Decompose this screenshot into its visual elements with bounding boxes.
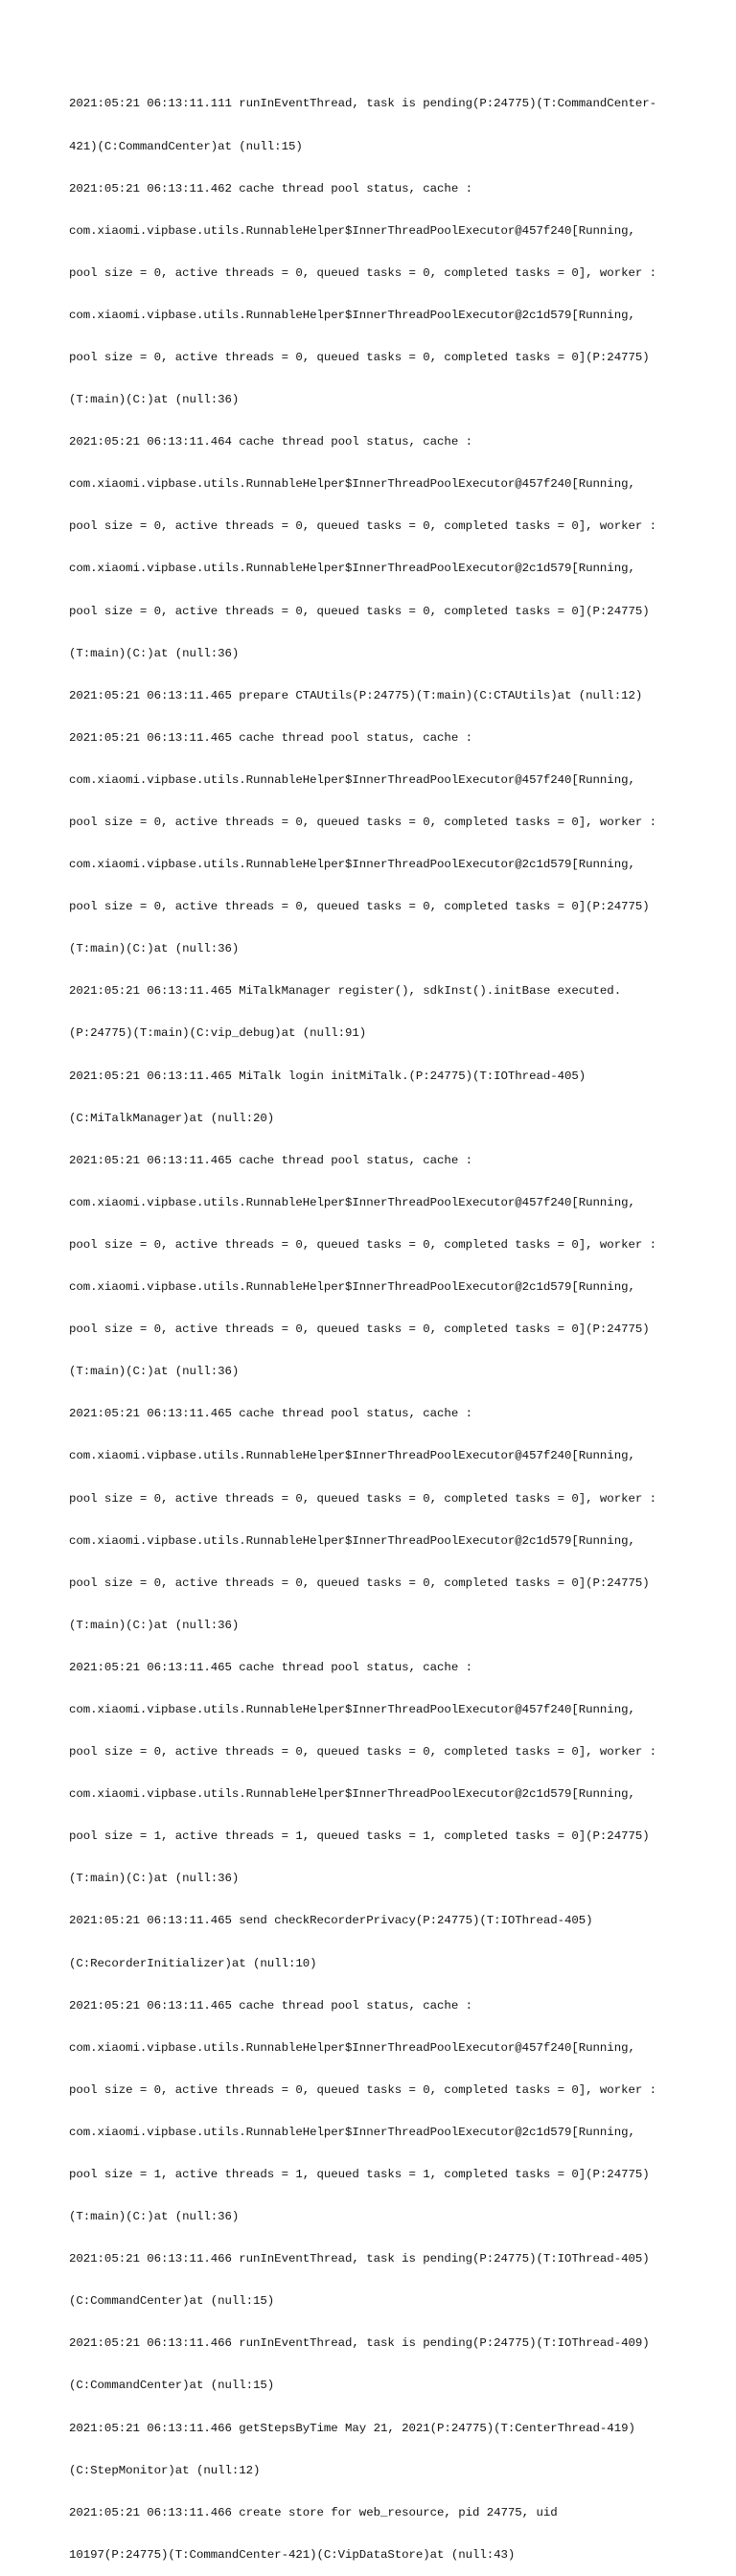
log-line: 2021:05:21 06:13:11.466 runInEventThread, task is pending(P:24775)(T:IOThread-405): [69, 2252, 650, 2266]
log-document: [69, 69, 682, 2576]
log-line: pool size = 0, active threads = 0, queued tasks = 0, completed tasks = 0], worker :: [69, 519, 657, 534]
log-line: 2021:05:21 06:13:11.466 create store for web_resource, pid 24775, uid: [69, 2505, 558, 2519]
log-line: 2021:05:21 06:13:11.465 MiTalk login initMiTalk.(P:24775)(T:IOThread-405): [69, 1069, 586, 1083]
log-line: (C:StepMonitor)at (null:12): [69, 2463, 261, 2477]
log-line: 2021:05:21 06:13:11.462 cache thread pool status, cache :: [69, 181, 472, 196]
log-line: com.xiaomi.vipbase.utils.RunnableHelper$InnerThreadPoolExecutor@2c1d579[Running,: [69, 562, 635, 576]
log-line: 2021:05:21 06:13:11.111 runInEventThread, task is pending(P:24775)(T:CommandCenter-: [69, 97, 657, 111]
log-line: (T:main)(C:)at (null:36): [69, 1872, 240, 1886]
log-line: 10197(P:24775)(T:CommandCenter-421)(C:VipDataStore)at (null:43): [69, 2547, 516, 2562]
log-line: pool size = 1, active threads = 1, queued tasks = 1, completed tasks = 0](P:24775): [69, 1829, 650, 1844]
log-line: (P:24775)(T:main)(C:vip_debug)at (null:91): [69, 1026, 367, 1041]
log-line: com.xiaomi.vipbase.utils.RunnableHelper$InnerThreadPoolExecutor@457f240[Running,: [69, 223, 635, 238]
log-line: 2021:05:21 06:13:11.466 getStepsByTime May 21, 2021(P:24775)(T:CenterThread-419): [69, 2421, 635, 2435]
log-line: (T:main)(C:)at (null:36): [69, 2210, 240, 2224]
log-line: pool size = 0, active threads = 0, queued tasks = 0, completed tasks = 0](P:24775): [69, 604, 650, 618]
log-line: com.xiaomi.vipbase.utils.RunnableHelper$InnerThreadPoolExecutor@457f240[Running,: [69, 772, 635, 787]
log-line: com.xiaomi.vipbase.utils.RunnableHelper$InnerThreadPoolExecutor@2c1d579[Running,: [69, 1787, 635, 1802]
log-line: 2021:05:21 06:13:11.465 cache thread pool status, cache :: [69, 1153, 472, 1167]
log-line: 2021:05:21 06:13:11.465 cache thread pool status, cache :: [69, 730, 472, 745]
log-line: (T:main)(C:)at (null:36): [69, 1618, 240, 1632]
log-line: com.xiaomi.vipbase.utils.RunnableHelper$InnerThreadPoolExecutor@457f240[Running,: [69, 477, 635, 492]
log-line: pool size = 0, active threads = 0, queued tasks = 0, completed tasks = 0](P:24775): [69, 900, 650, 914]
log-line: 2021:05:21 06:13:11.465 MiTalkManager register(), sdkInst().initBase executed.: [69, 984, 622, 999]
log-line: com.xiaomi.vipbase.utils.RunnableHelper$InnerThreadPoolExecutor@2c1d579[Running,: [69, 1533, 635, 1548]
log-line: 2021:05:21 06:13:11.465 send checkRecorderPrivacy(P:24775)(T:IOThread-405): [69, 1914, 593, 1928]
log-line: pool size = 0, active threads = 0, queued tasks = 0, completed tasks = 0](P:24775): [69, 1576, 650, 1590]
log-line: 2021:05:21 06:13:11.466 runInEventThread, task is pending(P:24775)(T:IOThread-409): [69, 2336, 650, 2351]
log-line: pool size = 1, active threads = 1, queued tasks = 1, completed tasks = 0](P:24775): [69, 2168, 650, 2181]
log-line: com.xiaomi.vipbase.utils.RunnableHelper$InnerThreadPoolExecutor@457f240[Running,: [69, 1702, 635, 1716]
log-line: pool size = 0, active threads = 0, queued tasks = 0, completed tasks = 0](P:24775): [69, 350, 650, 364]
log-line: 2021:05:21 06:13:11.465 cache thread pool status, cache :: [69, 1660, 472, 1674]
log-line: pool size = 0, active threads = 0, queued tasks = 0, completed tasks = 0], worker :: [69, 1491, 657, 1506]
log-line: com.xiaomi.vipbase.utils.RunnableHelper$InnerThreadPoolExecutor@2c1d579[Running,: [69, 308, 635, 322]
log-line: 2021:05:21 06:13:11.464 cache thread pool status, cache :: [69, 435, 472, 449]
log-line: com.xiaomi.vipbase.utils.RunnableHelper$InnerThreadPoolExecutor@457f240[Running,: [69, 1195, 635, 1209]
log-line: (T:main)(C:)at (null:36): [69, 942, 240, 956]
log-line: (T:main)(C:)at (null:36): [69, 1365, 240, 1379]
log-line: com.xiaomi.vipbase.utils.RunnableHelper$InnerThreadPoolExecutor@2c1d579[Running,: [69, 2125, 635, 2139]
log-line: (T:main)(C:)at (null:36): [69, 646, 240, 660]
log-line: 421)(C:CommandCenter)at (null:15): [69, 139, 303, 153]
log-line: (C:MiTalkManager)at (null:20): [69, 1111, 275, 1125]
log-line: 2021:05:21 06:13:11.465 cache thread pool status, cache :: [69, 1998, 472, 2012]
log-line: 2021:05:21 06:13:11.465 prepare CTAUtils(P:24775)(T:main)(C:CTAUtils)at (null:12): [69, 688, 643, 702]
log-line: com.xiaomi.vipbase.utils.RunnableHelper$InnerThreadPoolExecutor@457f240[Running,: [69, 1449, 635, 1463]
log-line: com.xiaomi.vipbase.utils.RunnableHelper$InnerThreadPoolExecutor@2c1d579[Running,: [69, 858, 635, 872]
log-line: pool size = 0, active threads = 0, queued tasks = 0, completed tasks = 0], worker :: [69, 265, 657, 280]
log-line: pool size = 0, active threads = 0, queued tasks = 0, completed tasks = 0], worker :: [69, 1237, 657, 1252]
log-line: (C:CommandCenter)at (null:15): [69, 2379, 275, 2393]
log-line: pool size = 0, active threads = 0, queued tasks = 0, completed tasks = 0], worker :: [69, 816, 657, 829]
log-line: pool size = 0, active threads = 0, queued tasks = 0, completed tasks = 0](P:24775): [69, 1322, 650, 1337]
log-line: pool size = 0, active threads = 0, queued tasks = 0, completed tasks = 0], worker :: [69, 1745, 657, 1760]
log-line: (C:CommandCenter)at (null:15): [69, 2294, 275, 2309]
log-line: com.xiaomi.vipbase.utils.RunnableHelper$InnerThreadPoolExecutor@2c1d579[Running,: [69, 1280, 635, 1295]
log-line: (T:main)(C:)at (null:36): [69, 393, 240, 407]
log-line: com.xiaomi.vipbase.utils.RunnableHelper$InnerThreadPoolExecutor@457f240[Running,: [69, 2040, 635, 2055]
log-line: pool size = 0, active threads = 0, queued tasks = 0, completed tasks = 0], worker :: [69, 2082, 657, 2097]
log-line: (C:RecorderInitializer)at (null:10): [69, 1956, 317, 1970]
log-line: 2021:05:21 06:13:11.465 cache thread pool status, cache :: [69, 1407, 472, 1421]
